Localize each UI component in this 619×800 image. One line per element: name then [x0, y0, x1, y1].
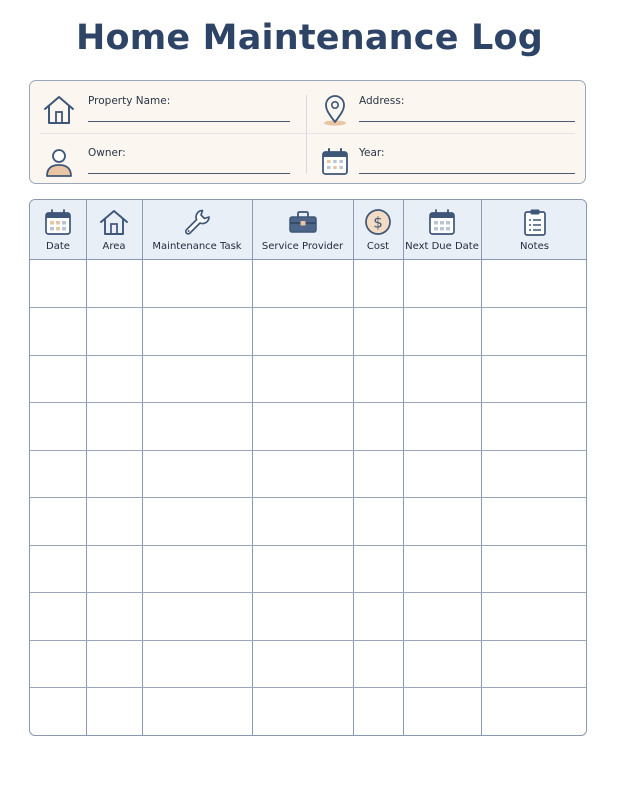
column-label-cost: Cost	[366, 241, 390, 252]
table-cell-provider[interactable]	[252, 640, 353, 688]
year-label: Year:	[359, 147, 385, 159]
row-divider	[30, 687, 586, 688]
table-cell-provider[interactable]	[252, 498, 353, 546]
column-divider	[353, 200, 354, 735]
table-cell-area[interactable]	[86, 688, 142, 736]
address-label: Address:	[359, 95, 405, 107]
table-cell-provider[interactable]	[252, 688, 353, 736]
column-label-date: Date	[46, 241, 70, 252]
row-divider	[30, 355, 586, 356]
row-divider	[30, 307, 586, 308]
row-divider	[30, 497, 586, 498]
column-header-provider	[252, 200, 353, 259]
table-cell-notes[interactable]	[481, 403, 587, 451]
table-cell-task[interactable]	[142, 545, 252, 593]
table-cell-task[interactable]	[142, 403, 252, 451]
table-cell-task[interactable]	[142, 593, 252, 641]
column-header-area	[86, 200, 142, 259]
person-icon	[42, 145, 76, 179]
table-cell-next_due[interactable]	[403, 450, 481, 498]
table-cell-cost[interactable]	[353, 545, 403, 593]
table-cell-area[interactable]	[86, 498, 142, 546]
table-cell-date[interactable]	[30, 640, 86, 688]
row-divider	[30, 450, 586, 451]
table-cell-notes[interactable]	[481, 640, 587, 688]
column-divider	[86, 200, 87, 735]
column-header-cost	[353, 200, 403, 259]
table-cell-notes[interactable]	[481, 450, 587, 498]
table-cell-area[interactable]	[86, 260, 142, 308]
column-divider	[142, 200, 143, 735]
table-cell-notes[interactable]	[481, 260, 587, 308]
table-cell-area[interactable]	[86, 593, 142, 641]
column-header-next-due	[403, 200, 481, 259]
column-label-area: Area	[102, 241, 126, 252]
table-cell-task[interactable]	[142, 640, 252, 688]
maintenance-log-table	[29, 199, 587, 736]
table-cell-date[interactable]	[30, 593, 86, 641]
column-label-notes: Notes	[520, 241, 549, 252]
table-cell-notes[interactable]	[481, 308, 587, 356]
table-cell-provider[interactable]	[252, 545, 353, 593]
clipboard-icon	[520, 207, 550, 237]
table-cell-task[interactable]	[142, 260, 252, 308]
table-cell-area[interactable]	[86, 308, 142, 356]
table-cell-next_due[interactable]	[403, 260, 481, 308]
property-name-input[interactable]	[88, 121, 290, 122]
column-label-provider: Service Provider	[261, 241, 344, 252]
year-input[interactable]	[359, 173, 575, 174]
property-info-panel	[29, 80, 586, 184]
table-cell-cost[interactable]	[353, 260, 403, 308]
table-cell-task[interactable]	[142, 355, 252, 403]
table-cell-provider[interactable]	[252, 308, 353, 356]
table-cell-date[interactable]	[30, 498, 86, 546]
column-header-date	[30, 200, 86, 259]
year-field	[319, 143, 577, 183]
row-divider	[30, 592, 586, 593]
table-cell-area[interactable]	[86, 355, 142, 403]
calendar-icon	[427, 207, 457, 237]
table-cell-provider[interactable]	[252, 403, 353, 451]
table-cell-area[interactable]	[86, 545, 142, 593]
table-cell-provider[interactable]	[252, 593, 353, 641]
house-icon	[99, 207, 129, 237]
table-cell-task[interactable]	[142, 498, 252, 546]
table-cell-date[interactable]	[30, 403, 86, 451]
table-cell-cost[interactable]	[353, 355, 403, 403]
owner-field	[42, 143, 297, 183]
table-cell-next_due[interactable]	[403, 688, 481, 736]
table-cell-next_due[interactable]	[403, 545, 481, 593]
table-cell-date[interactable]	[30, 355, 86, 403]
table-cell-next_due[interactable]	[403, 593, 481, 641]
table-cell-notes[interactable]	[481, 498, 587, 546]
table-cell-next_due[interactable]	[403, 308, 481, 356]
table-cell-provider[interactable]	[252, 355, 353, 403]
info-divider-vertical	[306, 95, 307, 173]
svg-text:$: $	[373, 213, 383, 232]
column-divider	[403, 200, 404, 735]
table-cell-date[interactable]	[30, 688, 86, 736]
column-header-task	[142, 200, 252, 259]
table-cell-next_due[interactable]	[403, 403, 481, 451]
table-cell-area[interactable]	[86, 403, 142, 451]
dollar-coin-icon	[363, 207, 393, 237]
table-cell-area[interactable]	[86, 640, 142, 688]
table-cell-date[interactable]	[30, 545, 86, 593]
property-name-label: Property Name:	[88, 95, 171, 107]
table-cell-provider[interactable]	[252, 450, 353, 498]
column-divider	[252, 200, 253, 735]
owner-label: Owner:	[88, 147, 126, 159]
column-label-task: Maintenance Task	[152, 241, 242, 252]
row-divider	[30, 402, 586, 403]
table-cell-cost[interactable]	[353, 498, 403, 546]
address-input[interactable]	[359, 121, 575, 122]
address-field	[319, 91, 577, 131]
property-name-field	[42, 91, 297, 131]
table-cell-notes[interactable]	[481, 545, 587, 593]
table-cell-task[interactable]	[142, 308, 252, 356]
location-pin-icon	[319, 93, 353, 127]
table-cell-notes[interactable]	[481, 355, 587, 403]
wrench-icon	[182, 207, 212, 237]
table-cell-task[interactable]	[142, 688, 252, 736]
table-cell-cost[interactable]	[353, 308, 403, 356]
table-cell-date[interactable]	[30, 308, 86, 356]
table-cell-task[interactable]	[142, 450, 252, 498]
page-title: Home Maintenance Log	[75, 18, 544, 58]
table-cell-next_due[interactable]	[403, 640, 481, 688]
table-cell-notes[interactable]	[481, 593, 587, 641]
table-cell-date[interactable]	[30, 260, 86, 308]
table-cell-cost[interactable]	[353, 640, 403, 688]
table-cell-next_due[interactable]	[403, 355, 481, 403]
table-cell-cost[interactable]	[353, 450, 403, 498]
owner-input[interactable]	[88, 173, 290, 174]
column-header-notes	[481, 200, 587, 259]
table-cell-date[interactable]	[30, 450, 86, 498]
table-cell-cost[interactable]	[353, 688, 403, 736]
toolbox-icon	[288, 207, 318, 237]
info-divider-horizontal	[40, 133, 575, 134]
calendar-icon	[319, 145, 353, 179]
table-cell-area[interactable]	[86, 450, 142, 498]
table-cell-notes[interactable]	[481, 688, 587, 736]
table-cell-provider[interactable]	[252, 260, 353, 308]
column-label-next-due: Next Due Date	[405, 241, 479, 252]
row-divider	[30, 640, 586, 641]
house-icon	[42, 93, 76, 127]
row-divider	[30, 545, 586, 546]
table-cell-next_due[interactable]	[403, 498, 481, 546]
calendar-icon	[43, 207, 73, 237]
table-cell-cost[interactable]	[353, 593, 403, 641]
table-header	[30, 200, 586, 260]
column-divider	[481, 200, 482, 735]
table-cell-cost[interactable]	[353, 403, 403, 451]
